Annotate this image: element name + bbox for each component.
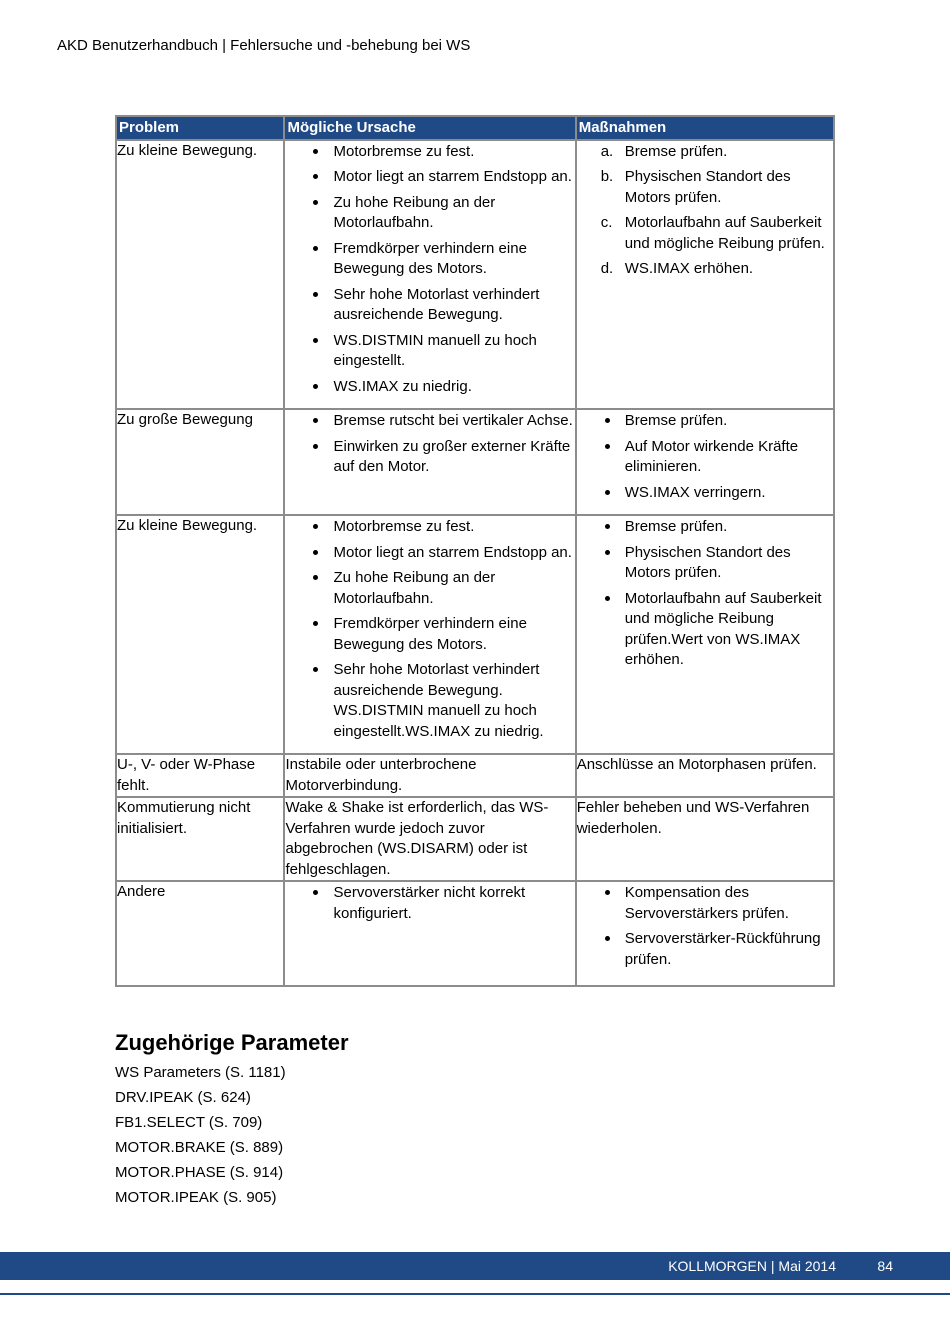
parameter-link[interactable]: WS Parameters (S. 1181) [115, 1064, 286, 1081]
table-row [116, 881, 834, 986]
header-actions: Maßnahmen [576, 116, 834, 140]
parameter-link[interactable]: MOTOR.BRAKE (S. 889) [115, 1139, 284, 1156]
list-marker: d. [600, 260, 614, 277]
parameter-link[interactable]: DRV.IPEAK (S. 624) [115, 1089, 251, 1106]
footer-bar [0, 1252, 950, 1280]
list-item: Motorlaufbahn auf Sauberkeit und mögliche Reibung prüfen.Wert von WS.IMAX erhöhen. [577, 589, 833, 671]
cause-cell [284, 140, 575, 410]
list-marker: c. [600, 214, 613, 231]
problem-cell: Andere [116, 881, 284, 986]
footer-divider [0, 1293, 950, 1295]
cause-cell [284, 409, 575, 515]
parameter-link[interactable]: MOTOR.PHASE (S. 914) [115, 1164, 284, 1181]
list-item: Servoverstärker nicht korrekt konfiguriert. [285, 883, 574, 924]
list-item: Kompensation des Servoverstärkers prüfen. [577, 883, 833, 924]
table-header-row [116, 116, 834, 140]
header-problem: Problem [116, 116, 284, 140]
list-item: Motorbremse zu fest. [285, 142, 574, 163]
action-text: Bremse prüfen. [624, 142, 728, 160]
parameter-link[interactable]: MOTOR.IPEAK (S. 905) [115, 1189, 277, 1206]
page-number: 84 [877, 1258, 893, 1274]
list-item [577, 213, 833, 254]
list-item: Bremse prüfen. [577, 517, 833, 538]
list-item [577, 142, 833, 163]
list-item: Sehr hohe Motorlast verhindert ausreichende Bewegung. WS.DISTMIN manuell zu hoch eingestellt.WS.IMAX zu niedrig. [285, 660, 574, 742]
list-item: WS.IMAX verringern. [577, 483, 833, 504]
section-title: Zugehörige Parameter [115, 1030, 349, 1055]
troubleshooting-table [115, 115, 835, 987]
list-item [577, 167, 833, 208]
list-marker: a. [600, 142, 614, 160]
list-item: Fremdkörper verhindern eine Bewegung des Motors. [285, 239, 574, 280]
list-item [577, 259, 833, 280]
problem-cell: Zu kleine Bewegung. [116, 515, 284, 754]
list-item: Fremdkörper verhindern eine Bewegung des Motors. [285, 614, 574, 655]
list-item: WS.IMAX zu niedrig. [285, 377, 574, 398]
list-item: Bremse rutscht bei vertikaler Achse. [285, 411, 574, 432]
list-item: Physischen Standort des Motors prüfen. [577, 543, 833, 584]
list-item: Servoverstärker-Rückführung prüfen. [577, 929, 833, 970]
problem-cell: U-, V- oder W-Phase fehlt. [116, 754, 284, 797]
parameter-link[interactable]: FB1.SELECT (S. 709) [115, 1114, 263, 1131]
problem-cell: Zu große Bewegung [116, 409, 284, 515]
list-marker: b. [600, 168, 614, 185]
list-item: Motor liegt an starrem Endstopp an. [285, 167, 574, 188]
list-item: Einwirken zu großer externer Kräfte auf den Motor. [285, 437, 574, 478]
action-text: Motorlaufbahn auf Sauberkeit und mögliche Reibung prüfen. [624, 214, 825, 252]
table-row [116, 140, 834, 410]
action-cell [576, 409, 834, 515]
list-item: Sehr hohe Motorlast verhindert ausreichende Bewegung. [285, 285, 574, 326]
list-item: Zu hohe Reibung an der Motorlaufbahn. [285, 568, 574, 609]
footer-text: KOLLMORGEN | Mai 2014 [668, 1258, 836, 1274]
list-item: Auf Motor wirkende Kräfte eliminieren. [577, 437, 833, 478]
header-cause: Mögliche Ursache [284, 116, 575, 140]
table-row [116, 515, 834, 754]
action-text: Physischen Standort des Motors prüfen. [624, 168, 791, 206]
list-item: Motorbremse zu fest. [285, 517, 574, 538]
cause-cell: Instabile oder unterbrochene Motorverbindung. [284, 754, 575, 797]
action-cell [576, 881, 834, 986]
cause-cell [284, 881, 575, 986]
cause-cell [284, 515, 575, 754]
list-item: WS.DISTMIN manuell zu hoch eingestellt. [285, 331, 574, 372]
problem-cell: Zu kleine Bewegung. [116, 140, 284, 410]
action-cell [576, 515, 834, 754]
list-item: Zu hohe Reibung an der Motorlaufbahn. [285, 193, 574, 234]
problem-cell: Kommutierung nicht initialisiert. [116, 797, 284, 881]
table-row [116, 797, 834, 881]
action-text: WS.IMAX erhöhen. [624, 260, 754, 277]
parameter-list [115, 1063, 286, 1213]
page-header: AKD Benutzerhandbuch | Fehlersuche und -behebung bei WS [57, 37, 471, 54]
table-row [116, 409, 834, 515]
list-item: Motor liegt an starrem Endstopp an. [285, 543, 574, 564]
table-row [116, 754, 834, 797]
action-cell: Anschlüsse an Motorphasen prüfen. [576, 754, 834, 797]
action-cell [576, 140, 834, 410]
action-cell: Fehler beheben und WS-Verfahren wiederholen. [576, 797, 834, 881]
list-item: Bremse prüfen. [577, 411, 833, 432]
cause-cell: Wake & Shake ist erforderlich, das WS-Verfahren wurde jedoch zuvor abgebrochen (WS.DISARM) oder ist fehlgeschlagen. [284, 797, 575, 881]
